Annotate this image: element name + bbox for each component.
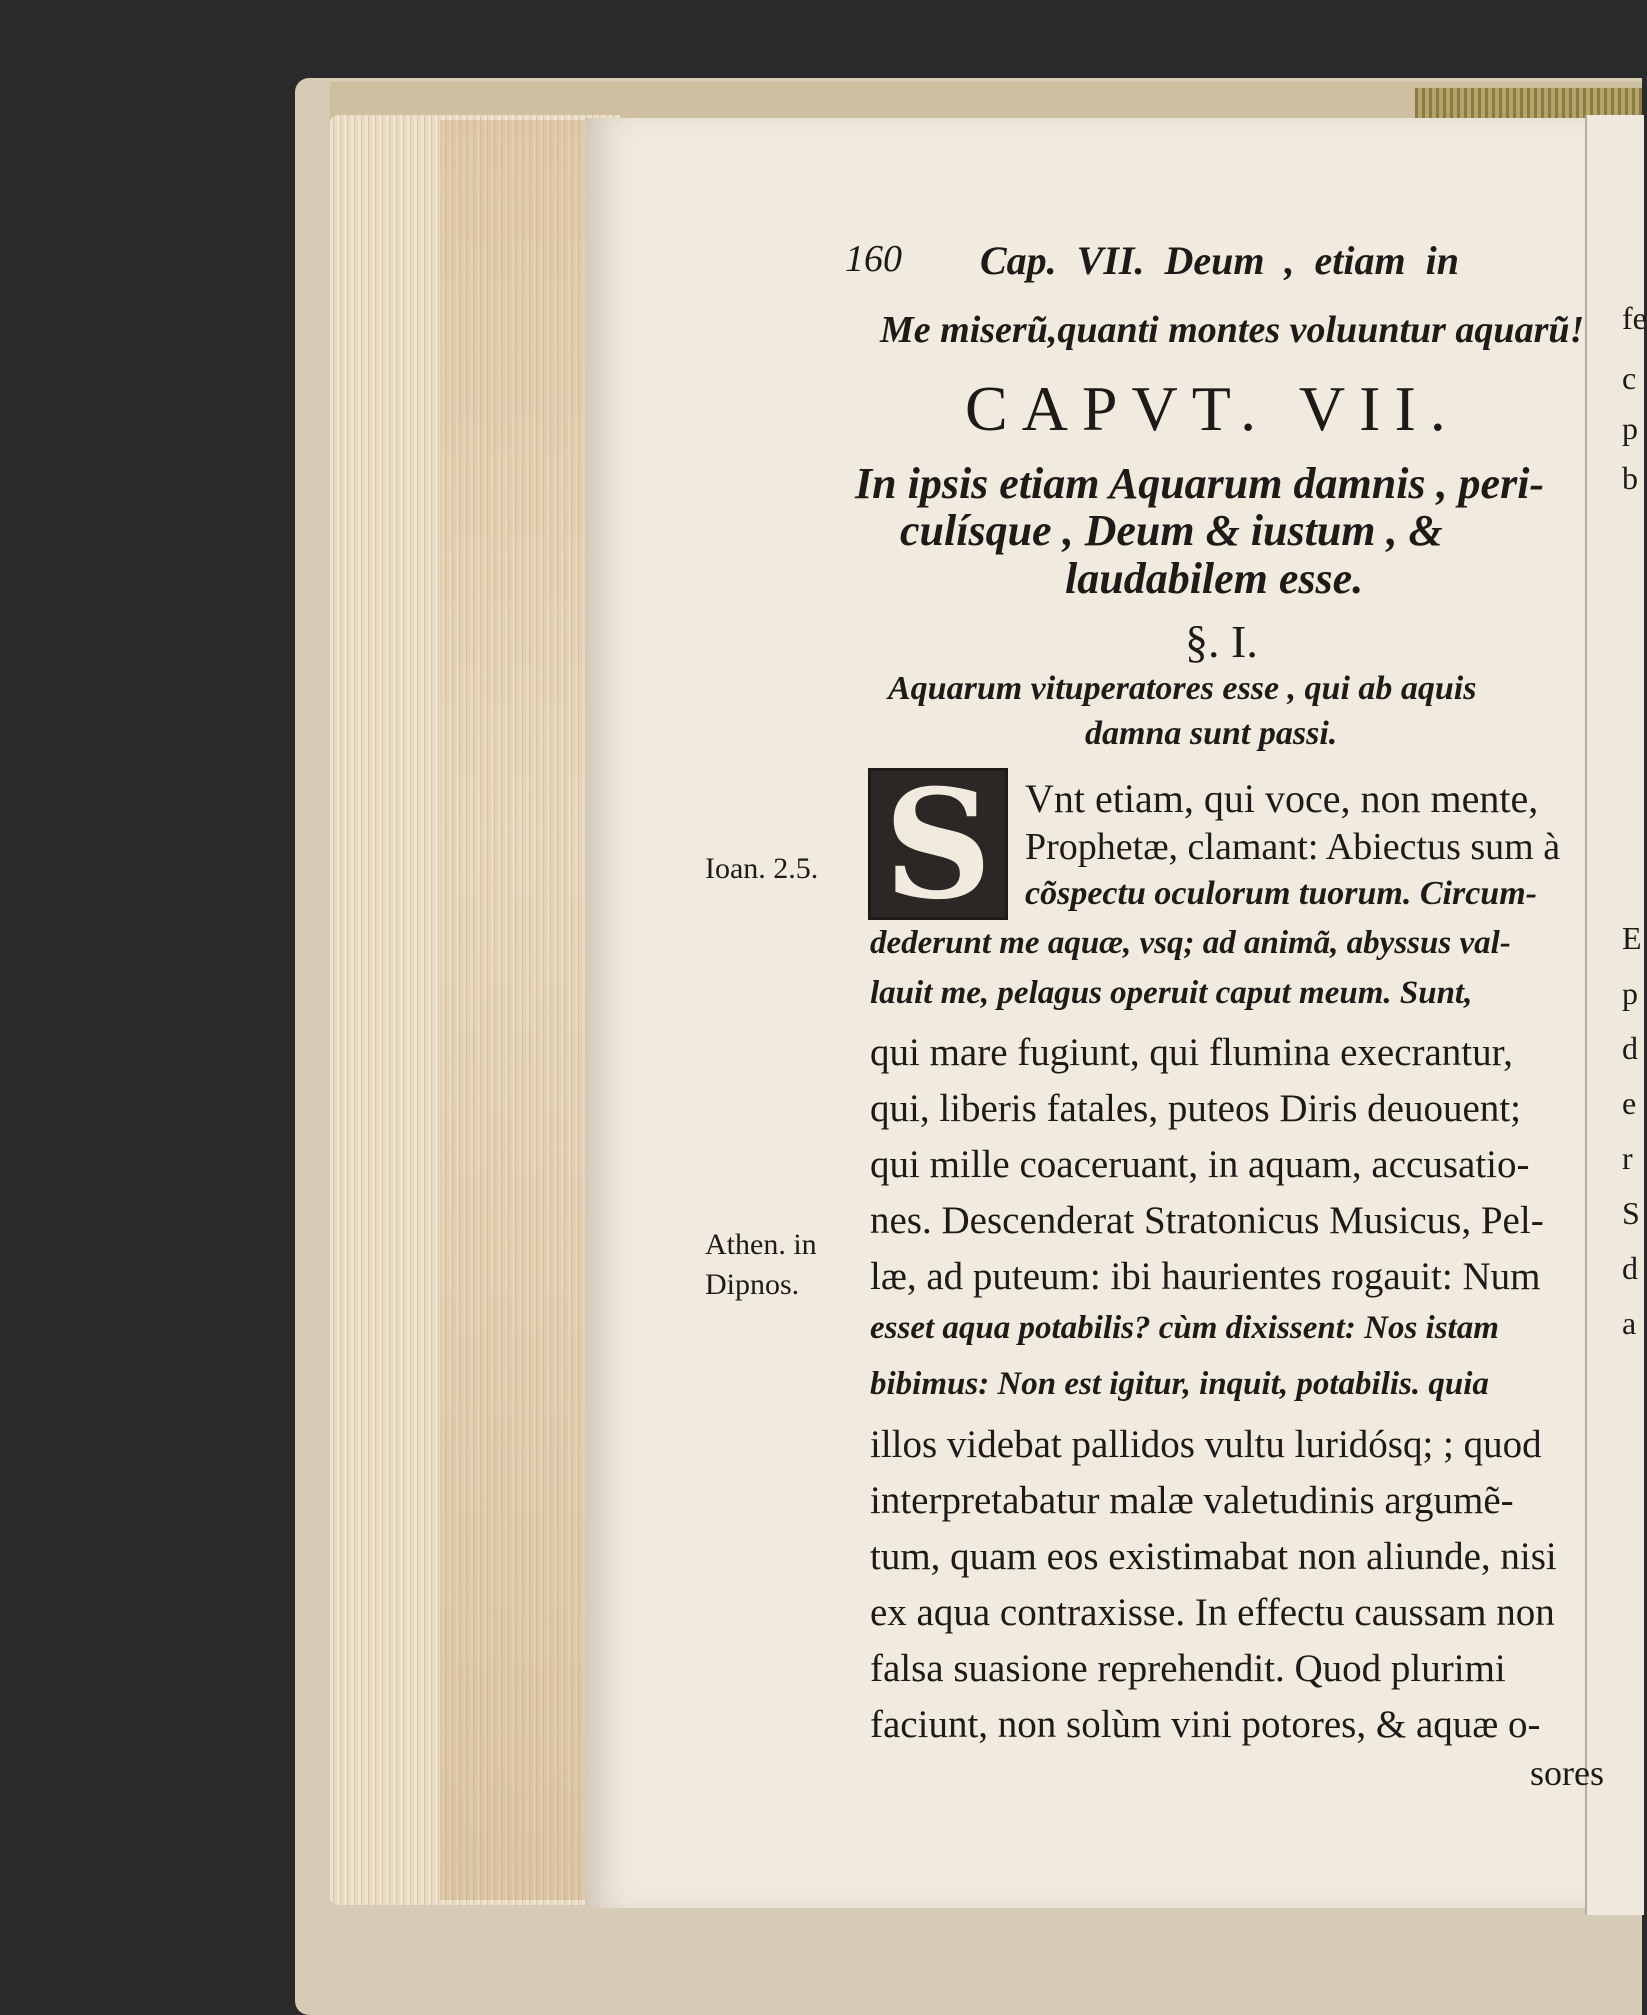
catchword: sores <box>1530 1753 1604 1793</box>
section-title-line-2: damna sunt passi. <box>1085 715 1338 752</box>
body-line: tum, quam eos existimabat non aliunde, nisi <box>870 1535 1557 1578</box>
facing-page-letter: a <box>1622 1305 1637 1341</box>
body-line: qui mare fugiunt, qui flumina execrantur, <box>870 1031 1513 1074</box>
body-line: illos videbat pallidos vultu luridósq; ; quod <box>870 1423 1542 1466</box>
body-line: cõspectu oculorum tuorum. Circum- <box>1025 875 1537 912</box>
chapter-subtitle-line-2: culísque , Deum & iustum , & <box>900 506 1443 555</box>
facing-page-letter: d <box>1622 1030 1638 1066</box>
body-line: ex aqua contraxisse. In effectu caussam non <box>870 1591 1555 1634</box>
chapter-subtitle-line-1: In ipsis etiam Aquarum damnis , peri- <box>855 459 1545 508</box>
facing-page-letter: d <box>1622 1250 1638 1286</box>
facing-page-letter: c <box>1622 360 1637 396</box>
body-line: qui, liberis fatales, puteos Diris deuouent; <box>870 1087 1521 1130</box>
body-line: qui mille coaceruant, in aquam, accusatio- <box>870 1143 1530 1186</box>
facing-page-letter: e <box>1622 1085 1637 1121</box>
facing-page-letter: p <box>1622 975 1638 1011</box>
facing-page-letter: S <box>1622 1195 1640 1231</box>
facing-page-letter: p <box>1622 410 1638 446</box>
body-line: Vnt etiam, qui voce, non mente, <box>1025 776 1539 821</box>
body-line: Prophetæ, clamant: Abiectus sum à <box>1025 826 1561 868</box>
section-mark: §. I. <box>1185 616 1258 667</box>
body-line: læ, ad puteum: ibi haurientes rogauit: Num <box>870 1255 1541 1298</box>
facing-page-letter: b <box>1622 460 1638 496</box>
catchword-line: Me miserũ,quanti montes voluuntur aquarũ! <box>880 309 1585 351</box>
chapter-heading: CAPVT. VII. <box>965 373 1460 444</box>
page-number: 160 <box>845 238 902 280</box>
facing-page-letter: r <box>1622 1140 1633 1176</box>
margin-note: Dipnos. <box>705 1268 800 1301</box>
facing-page-letter: E <box>1622 920 1642 956</box>
body-line: nes. Descenderat Stratonicus Musicus, Pel- <box>870 1199 1544 1242</box>
section-title-line-1: Aquarum vituperatores esse , qui ab aquis <box>888 670 1477 707</box>
chapter-subtitle-line-3: laudabilem esse. <box>1065 554 1364 603</box>
facing-page-letter: fe <box>1622 300 1647 336</box>
body-line: esset aqua potabilis? cùm dixissent: Nos istam <box>870 1310 1499 1346</box>
running-head-title: Cap. VII. Deum , etiam in <box>980 238 1459 283</box>
body-line: falsa suasione reprehendit. Quod plurimi <box>870 1647 1506 1690</box>
body-line: faciunt, non solùm vini potores, & aquæ o- <box>870 1703 1541 1746</box>
margin-note: Ioan. 2.5. <box>705 852 819 885</box>
margin-note: Athen. in <box>705 1228 817 1261</box>
body-line: bibimus: Non est igitur, inquit, potabilis. quia <box>870 1366 1489 1402</box>
body-line: interpretabatur malæ valetudinis argumẽ- <box>870 1479 1514 1522</box>
body-line: dederunt me aquæ, vsq; ad animã, abyssus val- <box>870 925 1511 961</box>
body-line: lauit me, pelagus operuit caput meum. Sunt, <box>870 975 1473 1011</box>
decorated-initial: S <box>868 768 1008 920</box>
